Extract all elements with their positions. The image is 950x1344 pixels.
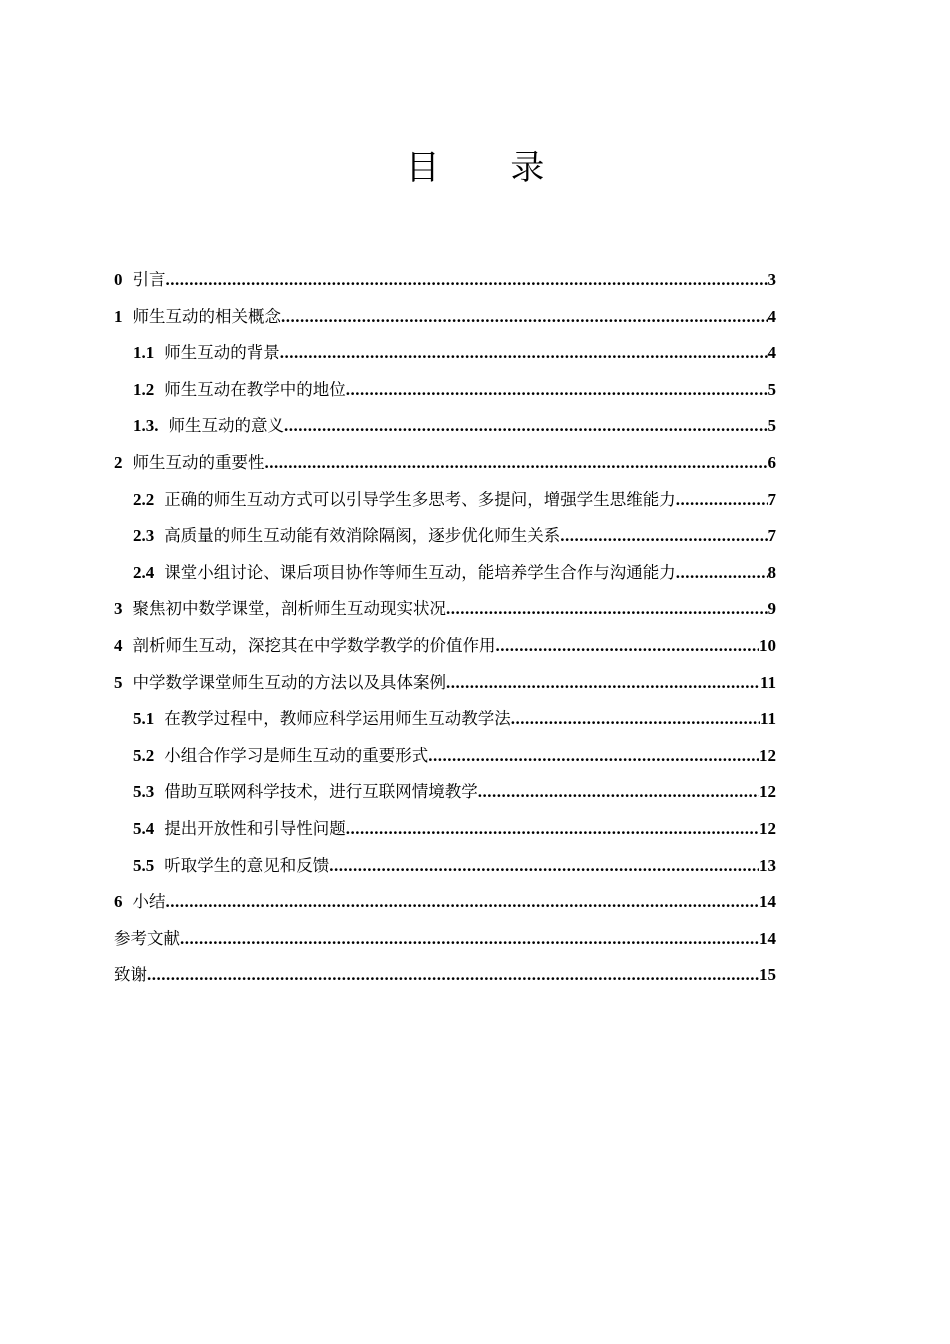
- toc-dot-leader: [496, 632, 760, 659]
- toc-page-number: 11: [759, 672, 776, 692]
- toc-entry[interactable]: [114, 303, 776, 340]
- toc-entry-title: 小结: [132, 892, 166, 912]
- toc-page-number: 12: [759, 745, 776, 765]
- toc-entry-title: 引言: [132, 270, 166, 289]
- table-of-contents: [114, 266, 776, 998]
- toc-entry-title: 聚焦初中数学课堂，剖析师生互动现实状况: [132, 599, 446, 619]
- toc-dot-leader: [265, 449, 768, 476]
- toc-entry-title: 师生互动的相关概念: [132, 306, 281, 326]
- toc-entry-number: 5.5: [133, 855, 155, 875]
- toc-dot-leader: [478, 778, 759, 805]
- toc-entry[interactable]: [114, 486, 776, 523]
- toc-entry[interactable]: [114, 888, 776, 925]
- toc-entry-title: 高质量的师生互动能有效消除隔阂，逐步优化师生关系: [164, 526, 561, 546]
- toc-entry[interactable]: [114, 595, 776, 632]
- toc-entry-title: 借助互联网科学技术，进行互联网情境教学: [164, 782, 478, 802]
- toc-page-number: 14: [759, 892, 776, 912]
- toc-entry[interactable]: [114, 815, 776, 852]
- toc-dot-leader: [147, 961, 759, 988]
- toc-entry-title: 听取学生的意见和反馈: [164, 855, 330, 875]
- toc-entry-number: 0: [114, 270, 123, 289]
- toc-entry[interactable]: [114, 266, 776, 303]
- toc-dot-leader: [280, 339, 768, 366]
- toc-entry-number: 1.1: [133, 343, 155, 363]
- toc-entry[interactable]: [114, 742, 776, 779]
- toc-dot-leader: [180, 925, 759, 952]
- toc-entry-number: 1.2: [133, 379, 155, 399]
- toc-entry-number: 1.3.: [133, 416, 159, 436]
- toc-entry-title: 致谢: [114, 965, 147, 985]
- toc-entry-title: 提出开放性和引导性问题: [164, 818, 346, 838]
- toc-page-number: 3: [767, 270, 776, 289]
- toc-entry-number: 2.4: [133, 562, 155, 582]
- toc-entry-title: 剖析师生互动，深挖其在中学数学教学的价值作用: [132, 635, 496, 655]
- toc-dot-leader: [428, 742, 759, 769]
- toc-entry-title: 在教学过程中，教师应科学运用师生互动教学法: [164, 709, 511, 729]
- toc-page-number: 15: [759, 965, 776, 985]
- toc-entry[interactable]: [114, 669, 776, 706]
- page-title: 目 录: [405, 148, 575, 188]
- toc-dot-leader: [676, 559, 768, 586]
- toc-dot-leader: [560, 522, 767, 549]
- toc-page-number: 13: [759, 855, 776, 875]
- toc-entry[interactable]: [114, 852, 776, 889]
- toc-entry-title: 师生互动的重要性: [132, 452, 265, 472]
- toc-entry-number: 2.3: [133, 526, 155, 546]
- toc-entry-number: 4: [114, 635, 123, 655]
- toc-page-number: 11: [759, 709, 776, 729]
- toc-dot-leader: [511, 705, 760, 732]
- toc-entry-title: 师生互动的背景: [164, 343, 280, 363]
- toc-dot-leader: [281, 303, 768, 330]
- toc-entry[interactable]: [114, 559, 776, 596]
- toc-entry-number: 2.2: [133, 489, 155, 509]
- toc-dot-leader: [676, 486, 768, 513]
- toc-entry-number: 5.1: [133, 709, 155, 729]
- toc-page-number: 4: [767, 306, 776, 326]
- toc-page-number: 7: [767, 489, 776, 509]
- toc-page-number: 8: [767, 562, 776, 582]
- toc-entry-title: 小组合作学习是师生互动的重要形式: [164, 745, 429, 765]
- toc-entry-title: 课堂小组讨论、课后项目协作等师生互动，能培养学生合作与沟通能力: [164, 562, 676, 582]
- toc-dot-leader: [166, 888, 760, 915]
- toc-entry[interactable]: [114, 376, 776, 413]
- toc-entry[interactable]: [114, 412, 776, 449]
- toc-page-number: 12: [759, 818, 776, 838]
- toc-dot-leader: [446, 595, 768, 622]
- toc-entry-number: 2: [114, 452, 123, 472]
- toc-entry[interactable]: [114, 705, 776, 742]
- toc-dot-leader: [329, 852, 759, 879]
- toc-entry-number: 6: [114, 892, 123, 912]
- toc-entry-title: 正确的师生互动方式可以引导学生多思考、多提问，增强学生思维能力: [164, 489, 676, 509]
- toc-entry-number: 5.3: [133, 782, 155, 802]
- toc-page-number: 5: [767, 416, 776, 436]
- toc-page-number: 6: [767, 452, 776, 472]
- toc-page-number: 12: [759, 782, 776, 802]
- toc-page-number: 7: [767, 526, 776, 546]
- toc-dot-leader: [346, 815, 759, 842]
- toc-entry-number: 5.2: [133, 745, 155, 765]
- toc-entry[interactable]: [114, 449, 776, 486]
- toc-entry-title: 中学数学课堂师生互动的方法以及具体案例: [132, 672, 446, 692]
- toc-entry-number: 1: [114, 306, 123, 326]
- toc-entry[interactable]: [114, 778, 776, 815]
- toc-entry-title: 师生互动在教学中的地位: [164, 379, 346, 399]
- toc-entry-title: 参考文献: [114, 928, 180, 948]
- toc-dot-leader: [346, 376, 768, 403]
- toc-entry-number: 3: [114, 599, 123, 619]
- toc-entry-title: 师生互动的意义: [168, 416, 284, 436]
- toc-entry-number: 5.4: [133, 818, 155, 838]
- toc-page-number: 14: [759, 928, 776, 948]
- toc-entry[interactable]: [114, 339, 776, 376]
- toc-page-number: 10: [759, 635, 776, 655]
- toc-dot-leader: [166, 266, 768, 293]
- toc-entry-number: 5: [114, 672, 123, 692]
- toc-dot-leader: [284, 412, 768, 439]
- toc-dot-leader: [446, 669, 760, 696]
- toc-page-number: 4: [767, 343, 776, 363]
- toc-entry[interactable]: [114, 632, 776, 669]
- toc-entry[interactable]: [114, 925, 776, 962]
- toc-entry[interactable]: [114, 961, 776, 998]
- toc-page-number: 5: [767, 379, 776, 399]
- toc-entry[interactable]: [114, 522, 776, 559]
- toc-page-number: 9: [767, 599, 776, 619]
